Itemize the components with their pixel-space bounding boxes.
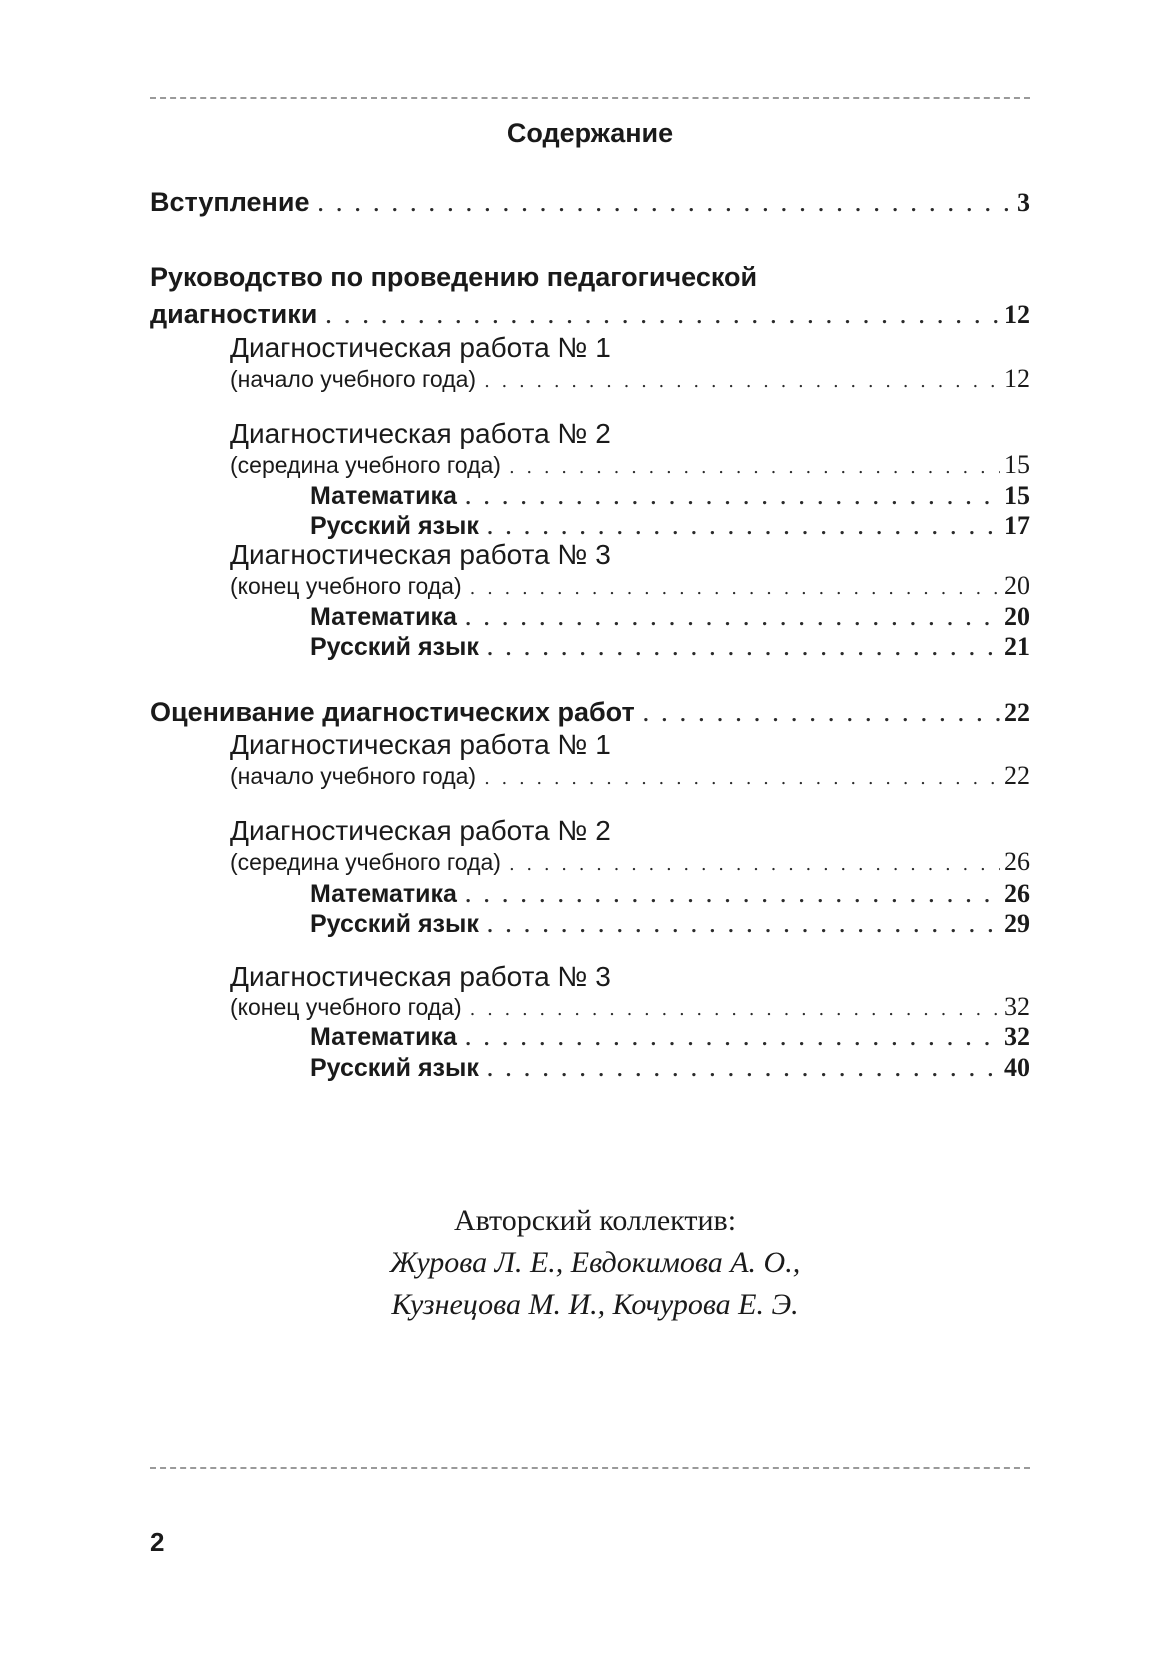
toc-page-number: 17 bbox=[1004, 511, 1030, 540]
toc-entry-subject[interactable] bbox=[150, 481, 1030, 511]
toc-entry-label: Математика bbox=[310, 880, 457, 908]
toc-page-number: 22 bbox=[1004, 698, 1030, 727]
toc-entry-guide-work2[interactable] bbox=[150, 450, 1030, 480]
toc-entry-label: Оценивание диагностических работ bbox=[150, 697, 635, 727]
toc-page-number: 12 bbox=[1004, 300, 1030, 329]
toc-page-number: 26 bbox=[1004, 847, 1030, 876]
toc-entry-subject[interactable] bbox=[150, 602, 1030, 632]
toc-page-number: 40 bbox=[1004, 1053, 1030, 1082]
authors-names: Журова Л. Е., Евдокимова А. О., bbox=[389, 1246, 801, 1279]
dot-leader bbox=[509, 854, 1000, 875]
toc-work-title[interactable]: Диагностическая работа № 1 bbox=[230, 729, 611, 760]
dot-leader bbox=[487, 1060, 1000, 1081]
toc-page-number: 21 bbox=[1004, 632, 1030, 661]
toc-work-title[interactable]: Диагностическая работа № 2 bbox=[230, 418, 611, 449]
dot-leader bbox=[487, 518, 1000, 539]
dot-leader bbox=[470, 578, 1000, 599]
toc-entry-assessment-work3[interactable] bbox=[150, 992, 1030, 1022]
toc-entry-subject[interactable] bbox=[150, 1022, 1030, 1052]
toc-page-number: 26 bbox=[1004, 879, 1030, 908]
toc-section-title[interactable]: Руководство по проведению педагогической bbox=[150, 262, 758, 292]
toc-entry-label: Русский язык bbox=[310, 512, 479, 540]
toc-work-title[interactable]: Диагностическая работа № 1 bbox=[230, 332, 611, 363]
toc-page-number: 32 bbox=[1004, 1022, 1030, 1051]
toc-page-number: 29 bbox=[1004, 909, 1030, 938]
dot-leader bbox=[470, 999, 1000, 1020]
toc-page-number: 3 bbox=[1017, 188, 1030, 217]
toc-entry-guide-work3[interactable] bbox=[150, 571, 1030, 601]
toc-entry-subject[interactable] bbox=[150, 511, 1030, 541]
dot-leader bbox=[643, 705, 1000, 726]
dot-leader bbox=[465, 609, 1000, 630]
authors-names: Кузнецова М. И., Кочурова Е. Э. bbox=[391, 1288, 799, 1321]
dot-leader bbox=[484, 768, 1000, 789]
toc-page-number: 32 bbox=[1004, 992, 1030, 1021]
toc-page-number: 20 bbox=[1004, 571, 1030, 600]
dot-leader bbox=[465, 886, 1000, 907]
toc-page-number: 15 bbox=[1004, 481, 1030, 510]
toc-work-title[interactable]: Диагностическая работа № 2 bbox=[230, 815, 611, 846]
toc-entry-label: диагностики bbox=[150, 299, 318, 329]
toc-work-title[interactable]: Диагностическая работа № 3 bbox=[230, 961, 611, 992]
toc-entry-assessment[interactable] bbox=[150, 697, 1030, 728]
toc-entry-label: (середина учебного года) bbox=[230, 849, 501, 875]
toc-entry-subject[interactable] bbox=[150, 632, 1030, 662]
toc-entry-intro[interactable] bbox=[150, 187, 1030, 218]
toc-entry-label: Русский язык bbox=[310, 1054, 479, 1082]
toc-page-number: 12 bbox=[1004, 364, 1030, 393]
page-number: 2 bbox=[150, 1527, 165, 1557]
toc-entry-assessment-work1[interactable] bbox=[150, 761, 1030, 791]
toc-entry-subject[interactable] bbox=[150, 879, 1030, 909]
top-divider bbox=[150, 97, 1030, 99]
toc-entry-assessment-work2[interactable] bbox=[150, 847, 1030, 877]
toc-entry-label: (середина учебного года) bbox=[230, 452, 501, 478]
toc-page-number: 22 bbox=[1004, 761, 1030, 790]
dot-leader bbox=[465, 1029, 1000, 1050]
toc-entry-label: Математика bbox=[310, 603, 457, 631]
toc-entry-subject[interactable] bbox=[150, 1053, 1030, 1083]
authors-block bbox=[0, 1200, 1166, 1326]
dot-leader bbox=[487, 916, 1000, 937]
toc-page-number: 15 bbox=[1004, 450, 1030, 479]
dot-leader bbox=[325, 307, 1000, 328]
bottom-divider bbox=[150, 1467, 1030, 1469]
toc-entry-label: Русский язык bbox=[310, 633, 479, 661]
toc-entry-label: (начало учебного года) bbox=[230, 763, 477, 789]
toc-page-number: 20 bbox=[1004, 602, 1030, 631]
toc-entry-subject[interactable] bbox=[150, 909, 1030, 939]
toc-entry-guide[interactable] bbox=[150, 299, 1030, 330]
toc-entry-label: (конец учебного года) bbox=[230, 994, 462, 1020]
authors-label: Авторский коллектив: bbox=[453, 1204, 737, 1237]
dot-leader bbox=[509, 457, 1000, 478]
toc-entry-guide-work1[interactable] bbox=[150, 364, 1030, 394]
toc-work-title[interactable]: Диагностическая работа № 3 bbox=[230, 539, 611, 570]
toc-entry-label: Математика bbox=[310, 482, 457, 510]
toc-entry-label: Вступление bbox=[150, 187, 310, 217]
toc-entry-label: Русский язык bbox=[310, 910, 479, 938]
toc-entry-label: (начало учебного года) bbox=[230, 366, 477, 392]
dot-leader bbox=[465, 488, 1000, 509]
dot-leader bbox=[484, 371, 1000, 392]
toc-entry-label: (конец учебного года) bbox=[230, 573, 462, 599]
toc-entry-label: Математика bbox=[310, 1023, 457, 1051]
page-title: Содержание bbox=[506, 118, 674, 148]
dot-leader bbox=[487, 639, 1000, 660]
dot-leader bbox=[317, 195, 1013, 216]
